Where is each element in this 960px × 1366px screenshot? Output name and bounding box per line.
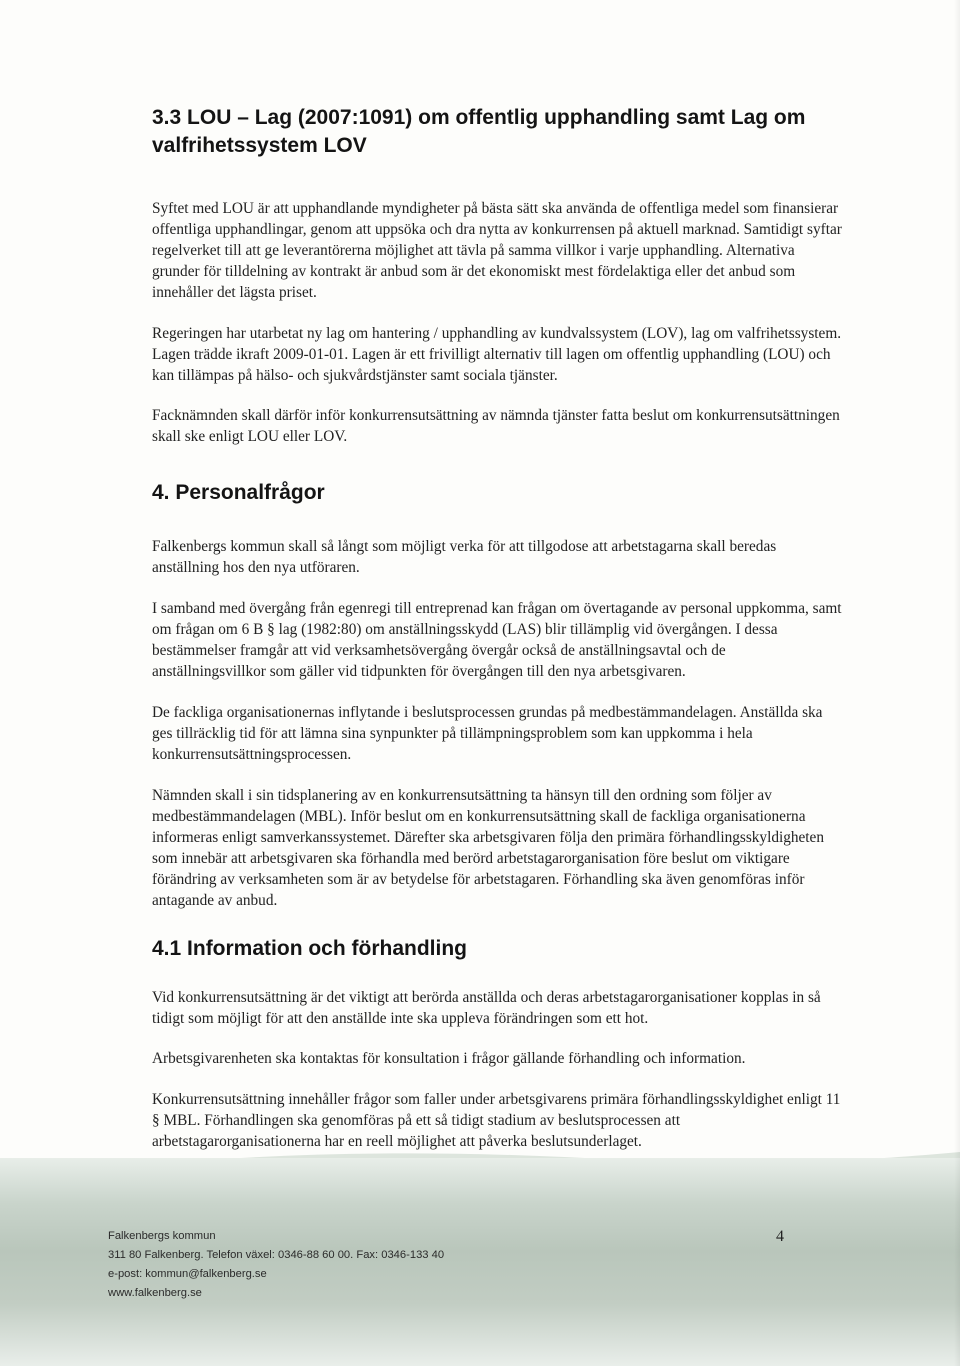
footer-address: 311 80 Falkenberg. Telefon växel: 0346-88 60 00. Fax: 0346-133 40: [108, 1249, 445, 1261]
page-number: 4: [776, 1228, 784, 1245]
scan-edge-shadow: [954, 0, 960, 1366]
paragraph-negotiation-duty: Konkurrensutsättning innehåller frågor som faller under arbetsgivarens primära förhandlingsskyldighet enligt 11 § MBL. Förhandlingen ska genomföras på ett så tidigt stadium av beslutsprocessen att arbetstagarorganisationerna har en reell möjlighet att påverka beslutsunderlaget.: [152, 1091, 841, 1150]
footer-email: e-post: kommun@falkenberg.se: [108, 1268, 267, 1280]
document-body: [152, 104, 842, 1152]
section-4-1-body: [152, 987, 842, 1152]
paragraph-lou-purpose: Syftet med LOU är att upphandlande myndigheter på bästa sätt ska använda de offentliga medel som finansierar offentliga upphandlingar, genom att uppsöka och dra nytta av konkurrensen på aktuell marknad. Samtidigt syftar regelverket till att ge leverantörerna möjlighet att tävla på samma villkor i varje upphandling. Alternativa grunder för tilldelning av kontrakt är anbud som är det ekonomiskt mest fördelaktiga eller det anbud som innehåller det lägsta priset.: [152, 200, 842, 301]
paragraph-consultation: Arbetsgivarenheten ska kontaktas för konsultation i frågor gällande förhandling och information.: [152, 1050, 746, 1067]
heading-section-4: 4. Personalfrågor: [152, 481, 325, 504]
heading-section-3-3: 3.3 LOU – Lag (2007:1091) om offentlig upphandling samt Lag om valfrihetssystem LOV: [152, 106, 806, 157]
footer-org-name: Falkenbergs kommun: [108, 1230, 216, 1242]
section-4-body: [152, 536, 842, 911]
paragraph-union-influence: De fackliga organisationernas inflytande i beslutsprocessen grundas på medbestämmandelagen. Anställda ska ges tillräcklig tid för att lämna sina synpunkter på tillämpningsproblem som kan uppkomma i hela konkurrensutsättningsprocessen.: [152, 704, 823, 763]
footer-website: www.falkenberg.se: [108, 1287, 202, 1299]
heading-section-4-1: 4.1 Information och förhandling: [152, 937, 467, 960]
paragraph-lov-law: Regeringen har utarbetat ny lag om hantering / upphandling av kundvalssystem (LOV), lag om valfrihetssystem. Lagen trädde ikraft 2009-01-01. Lagen är ett frivilligt alternativ till lagen om offentlig upphandling (LOU) och kan tillämpas på hälso- och sjukvårdstjänster samt sociala tjänster.: [152, 325, 842, 384]
paragraph-employment: Falkenbergs kommun skall så långt som möjligt verka för att tillgodose att arbetstagarna skall beredas anställning hos den nya utföraren.: [152, 538, 777, 576]
paragraph-facknamnden: Facknämnden skall därför inför konkurrensutsättning av nämnda tjänster fatta beslut om konkurrensutsättningen skall ske enligt LOU eller LOV.: [152, 407, 840, 445]
paragraph-transfer: I samband med övergång från egenregi till entreprenad kan frågan om övertagande av personal uppkomma, samt om frågan om 6 B § lag (1982:80) om anställningsskydd (LAS) blir tillämplig vid övergången. I dessa bestämmelser framgår att vid verksamhetsövergång övergår också de anställningsavtal och de anställningsvillkor som gäller vid tidpunkten för övergången till den nya arbetsgivaren.: [152, 600, 842, 680]
paragraph-early-involvement: Vid konkurrensutsättning är det viktigt att berörda anställda och deras arbetstagarorganisationer kopplas in så tidigt som möjligt för att den anställde inte ska uppleva förändringen som ett hot.: [152, 989, 821, 1027]
paragraph-planning: Nämnden skall i sin tidsplanering av en konkurrensutsättning ta hänsyn till den ordning som följer av medbestämmandelagen (MBL). Inför beslut om en konkurrensutsättning skall de fackliga organisationerna informeras enligt samverkanssystemet. Därefter ska arbetsgivaren följa den primära förhandlingsskyldigheten som innebär att arbetsgivaren ska förhandla med berörd arbetstagarorganisation före beslut om viktigare förändring av verksamheten som är av betydelse för arbetstagaren. Förhandling ska även genomföras inför antagande av anbud.: [152, 787, 824, 909]
footer-contact-block: [108, 1227, 444, 1303]
section-3-3-body: [152, 198, 842, 447]
